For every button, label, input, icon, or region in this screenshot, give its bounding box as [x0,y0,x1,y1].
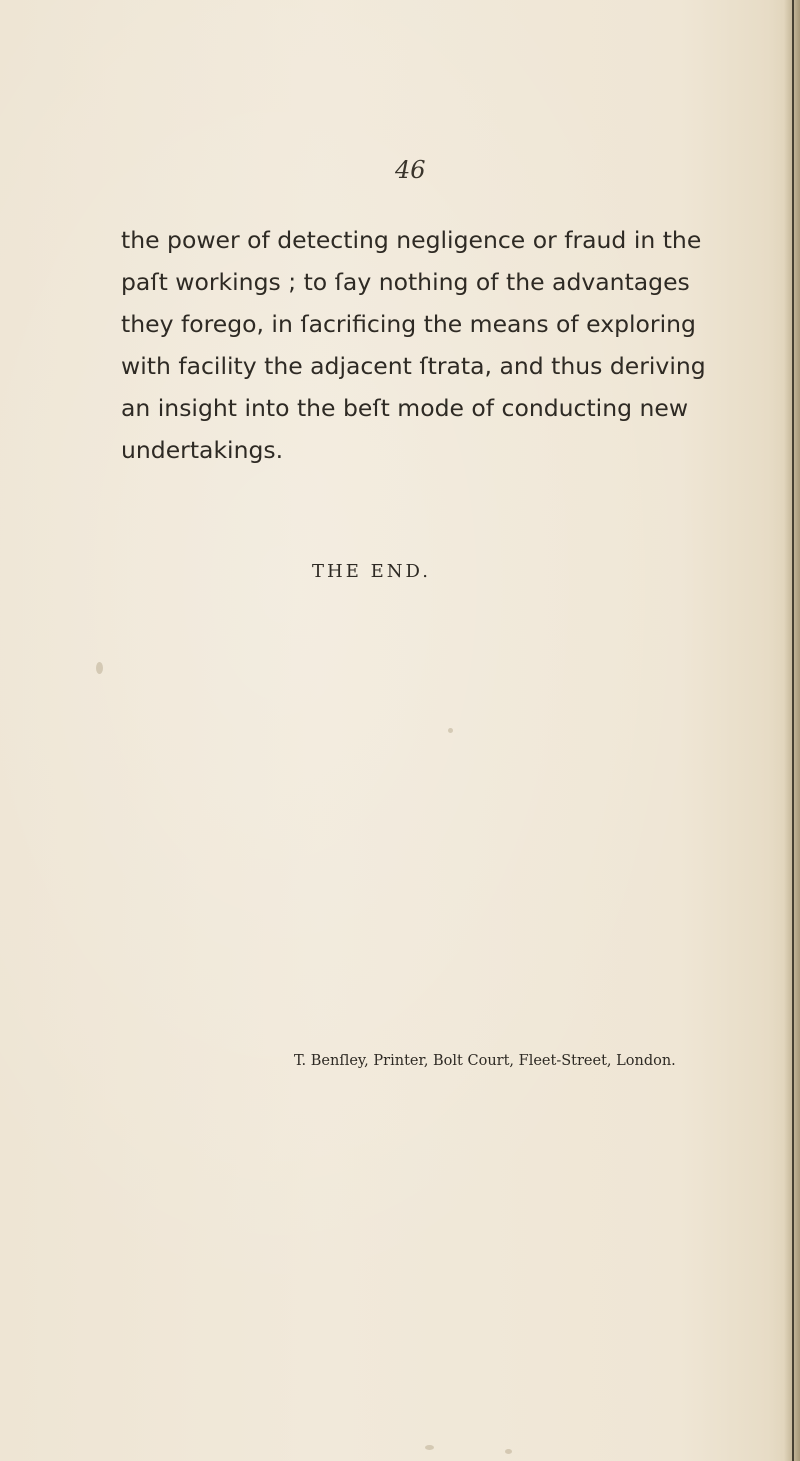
page-edge-line [792,0,794,1461]
text-line: they forego, in ſacrificing the means of exploring [121,310,696,338]
paper-speck [96,662,103,674]
paper-speck [505,1449,512,1454]
printer-imprint: T. Benſley, Printer, Bolt Court, Fleet-Street, London. [294,1053,676,1069]
text-line: the power of detecting negligence or fraud in the [121,226,702,254]
the-end-heading: THE END. [312,561,431,582]
paper-speck [448,728,453,733]
text-line: with facility the adjacent ſtrata, and thus deriving [121,352,706,380]
paper-speck [425,1445,434,1450]
text-line: undertakings. [121,436,284,464]
page-number: 46 [395,156,426,184]
body-text [121,219,721,471]
text-line: an insight into the beſt mode of conducting new [121,394,689,422]
text-line: paſt workings ; to ſay nothing of the advantages [121,268,690,296]
